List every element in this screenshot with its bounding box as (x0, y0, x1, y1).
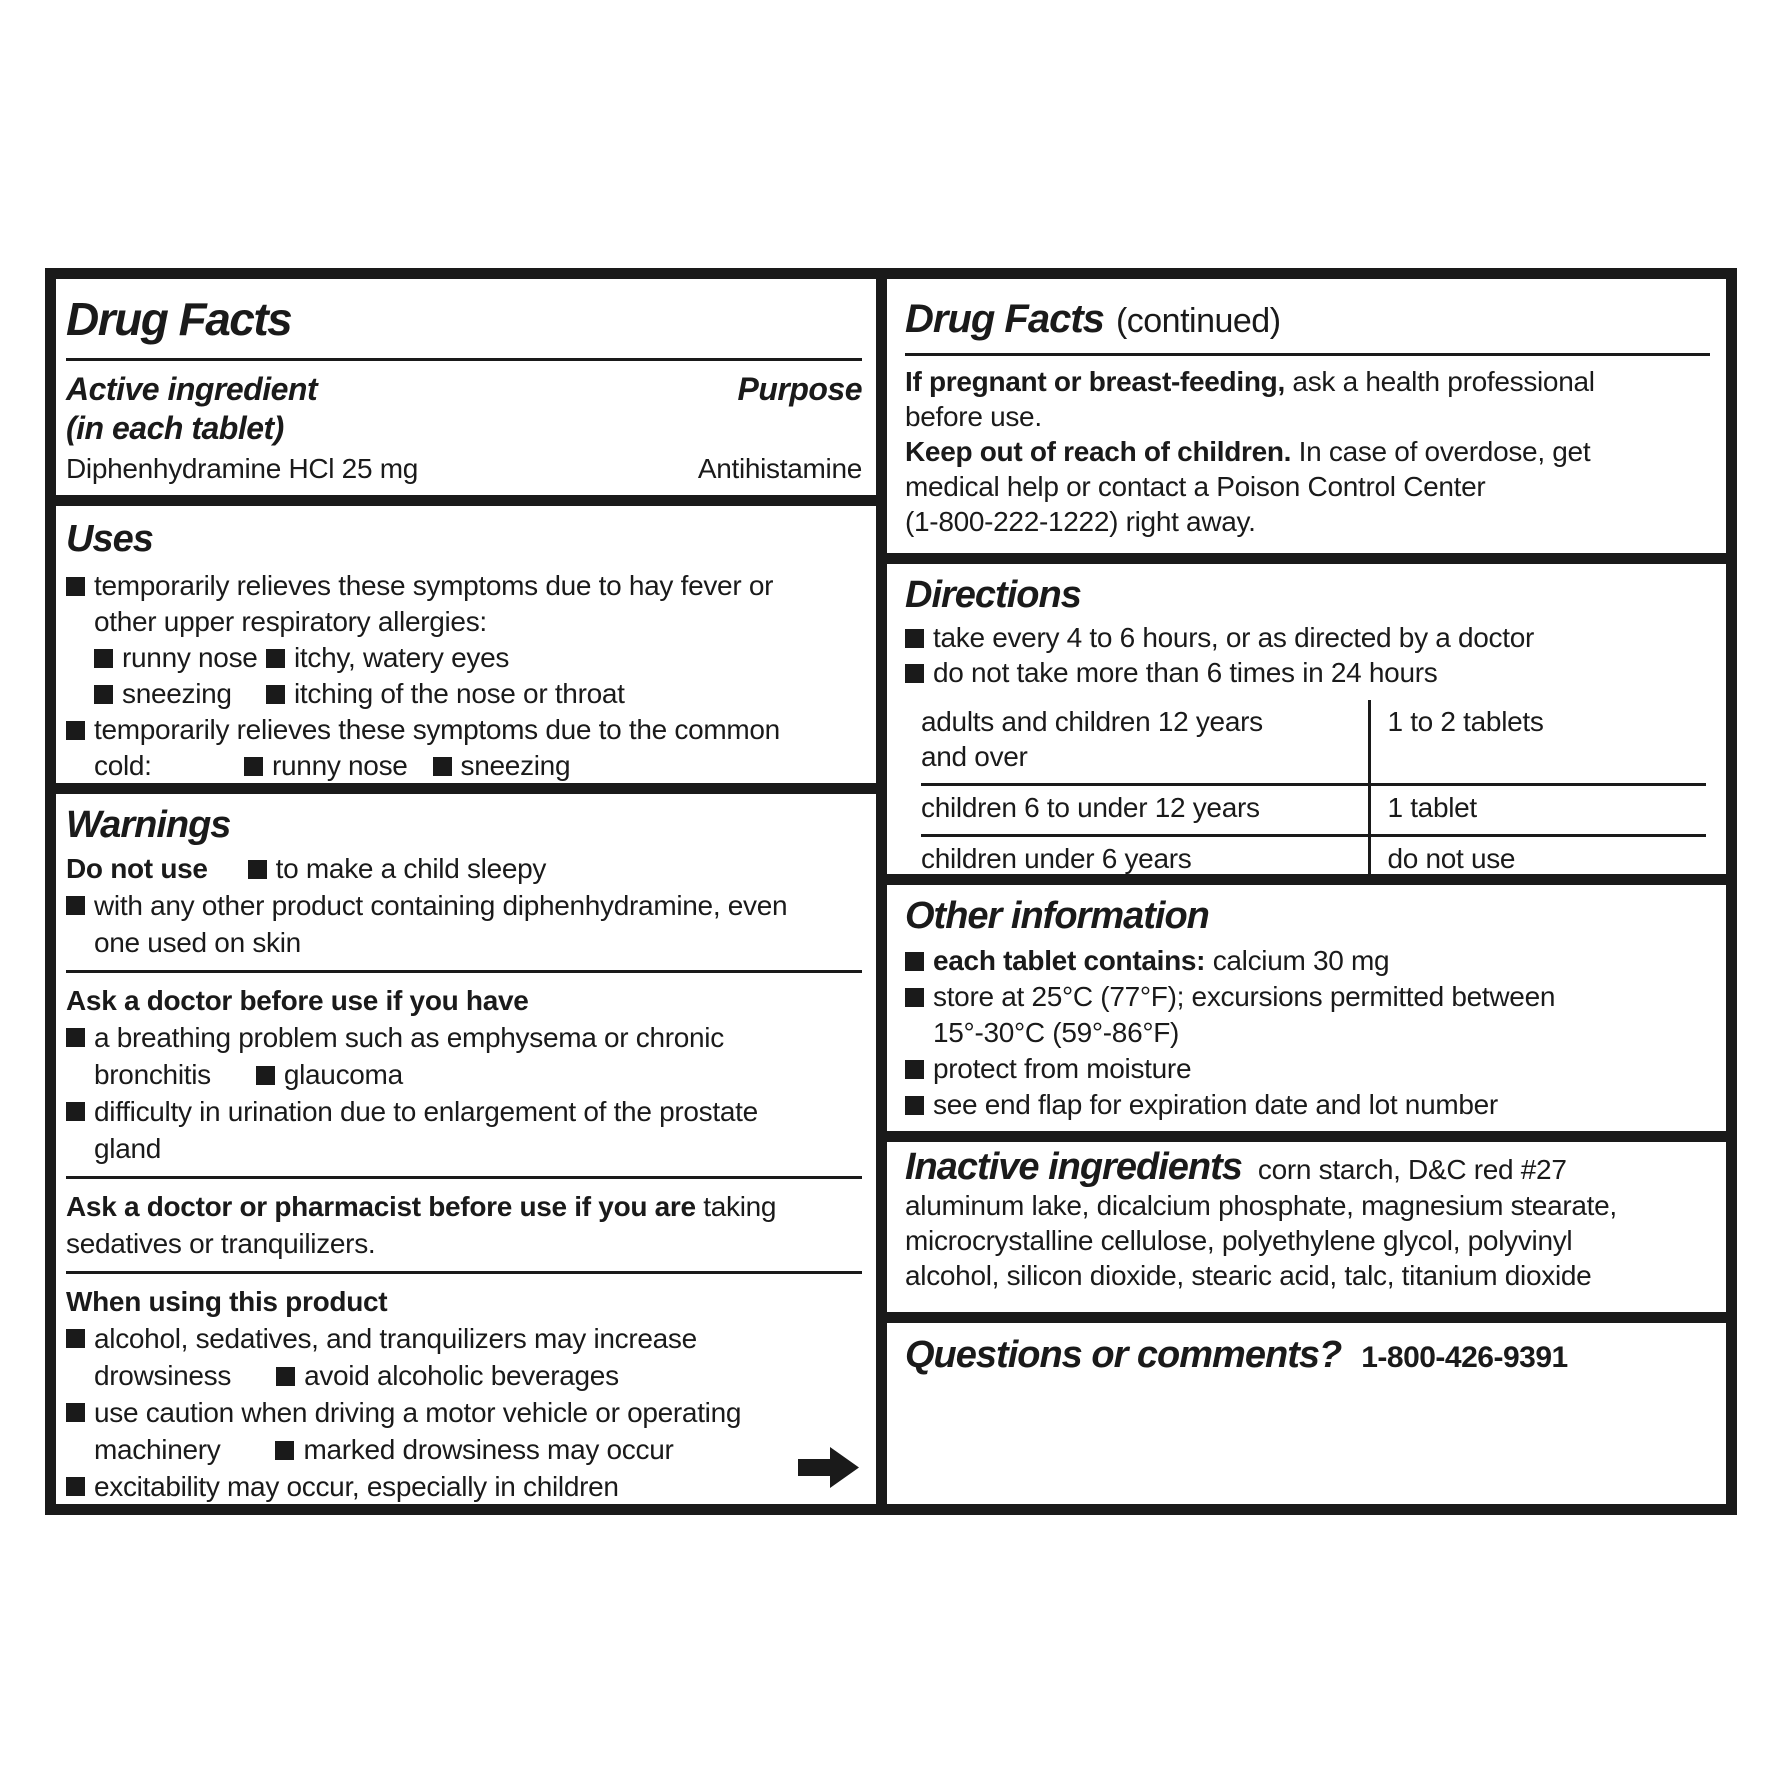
bullet-icon (94, 649, 113, 668)
other-b2-line2: 15°-30°C (59°-86°F) (933, 1017, 1180, 1048)
bullet-icon (905, 629, 924, 648)
column-divider (876, 279, 887, 1504)
section-divider (887, 553, 1726, 564)
uses-b1-line1: temporarily relieves these symptoms due to hay fever or (94, 570, 774, 601)
active-ingredient-headings (66, 370, 862, 448)
warnings-rule (66, 970, 862, 973)
ask-doctor-bullet-2 (66, 1093, 862, 1167)
other-b2-line1: store at 25°C (77°F); excursions permitted between (933, 981, 1556, 1012)
when-using-bullet-1 (66, 1320, 862, 1394)
when-using-b2-item2: marked drowsiness may occur (303, 1434, 674, 1465)
bullet-icon (905, 1096, 924, 1115)
section-other-information (887, 885, 1726, 1131)
when-using-b1-line1: alcohol, sedatives, and tranquilizers may increase (94, 1323, 697, 1354)
ask-doctor-b1-line2-text: bronchitis (94, 1059, 211, 1090)
purpose-value: Antihistamine (697, 453, 862, 484)
dosage-amount: 1 to 2 tablets (1368, 700, 1706, 783)
uses-sublist-row2 (94, 676, 862, 712)
warnings-rule (66, 1271, 862, 1274)
do-not-use-label: Do not use (66, 853, 208, 884)
directions-b1-text: take every 4 to 6 hours, or as directed by a doctor (933, 622, 1535, 653)
uses-sub-item: runny nose (122, 642, 258, 673)
ask-pharmacist-rest: taking (703, 1191, 777, 1222)
dosage-amount: 1 tablet (1368, 786, 1706, 834)
bullet-icon (266, 685, 285, 704)
page-title: Drug Facts (66, 293, 292, 345)
dosage-table (921, 700, 1706, 885)
inactive-line2: aluminum lake, dicalcium phosphate, magnesium stearate, (905, 1190, 1617, 1221)
bullet-icon (248, 860, 267, 879)
bullet-icon (94, 685, 113, 704)
when-using-b3-text: excitability may occur, especially in children (94, 1471, 619, 1502)
ask-doctor-b1-line2 (94, 1056, 862, 1093)
when-using-heading: When using this product (66, 1286, 388, 1317)
uses-bullet-2 (66, 712, 862, 784)
bullet-icon (433, 757, 452, 776)
other-b3-text: protect from moisture (933, 1053, 1192, 1084)
when-using-bullet-3 (66, 1468, 862, 1505)
uses-bullet-1 (66, 568, 862, 712)
section-divider (56, 495, 876, 506)
bullet-icon (905, 664, 924, 683)
section-title-active-ingredient (56, 279, 876, 495)
children-bold: Keep out of reach of children. (905, 436, 1292, 467)
children-rest: In case of overdose, get (1298, 436, 1591, 467)
dosage-who-line2: and over (921, 741, 1028, 772)
bullet-icon (66, 1329, 85, 1348)
bullet-icon (276, 1367, 295, 1386)
when-using-b1-item2: avoid alcoholic beverages (304, 1360, 619, 1391)
section-uses (56, 506, 876, 783)
children-warning (905, 434, 1710, 539)
when-using-b2-line2 (94, 1431, 862, 1468)
other-b1-rest: calcium 30 mg (1212, 945, 1390, 976)
directions-heading: Directions (905, 574, 1081, 616)
other-info-heading: Other information (905, 895, 1209, 937)
pregnancy-warning (905, 364, 1710, 434)
bullet-icon (244, 757, 263, 776)
directions-bullet-2 (905, 655, 1710, 690)
bullet-icon (905, 952, 924, 971)
dosage-who: children under 6 years (921, 843, 1192, 874)
other-info-bullet-1 (905, 943, 1710, 979)
when-using-b2-line2-text: machinery (94, 1434, 221, 1465)
active-ingredient-heading (66, 370, 317, 448)
section-divider (887, 1312, 1726, 1323)
dosage-who: adults and children 12 years (921, 706, 1263, 737)
left-column (56, 279, 876, 1504)
active-ingredient-heading-line1: Active ingredient (66, 371, 318, 407)
ask-doctor-b2-line1: difficulty in urination due to enlargement of the prostate (94, 1096, 758, 1127)
drug-facts-label (45, 268, 1737, 1515)
bullet-icon (66, 896, 85, 915)
bullet-icon (66, 1028, 85, 1047)
children-line2: medical help or contact a Poison Control Center (905, 471, 1486, 502)
active-ingredient-heading-line2: (in each tablet) (66, 410, 284, 446)
uses-b2-item1: runny nose (272, 750, 408, 781)
inactive-line1: corn starch, D&C red #27 (1257, 1154, 1567, 1185)
bullet-icon (256, 1066, 275, 1085)
right-column (887, 279, 1726, 1504)
section-inactive-ingredients (887, 1142, 1726, 1312)
pregnancy-rest: ask a health professional (1292, 366, 1595, 397)
ask-doctor-bullet-1 (66, 1019, 862, 1093)
uses-b2-line1: temporarily relieves these symptoms due to the common (94, 714, 780, 745)
other-b1-bold: each tablet contains: (933, 945, 1206, 976)
pregnancy-line2: before use. (905, 401, 1042, 432)
pregnancy-bold: If pregnant or breast-feeding, (905, 366, 1285, 397)
bullet-icon (66, 1403, 85, 1422)
bullet-icon (66, 1102, 85, 1121)
other-b4-text: see end flap for expiration date and lot number (933, 1089, 1498, 1120)
dosage-row (921, 700, 1706, 783)
section-questions (887, 1323, 1726, 1504)
section-divider (887, 1131, 1726, 1142)
inactive-line4: alcohol, silicon dioxide, stearic acid, talc, titanium dioxide (905, 1260, 1592, 1291)
uses-sub-item: itchy, watery eyes (294, 642, 510, 673)
section-divider (56, 783, 876, 794)
uses-b1-line2: other upper respiratory allergies: (94, 606, 487, 637)
directions-b2-text: do not take more than 6 times in 24 hours (933, 657, 1438, 688)
warnings-bullet-1 (66, 887, 862, 961)
uses-sub-item: sneezing (122, 678, 232, 709)
ask-doctor-b1-item2: glaucoma (283, 1059, 403, 1090)
uses-sublist-row1 (94, 640, 862, 676)
when-using-b1-line2-text: drowsiness (94, 1360, 232, 1391)
ask-doctor-heading: Ask a doctor before use if you have (66, 985, 529, 1016)
uses-b2-line2 (94, 748, 862, 784)
when-using-b2-line1: use caution when driving a motor vehicle or operating (94, 1397, 742, 1428)
warnings-b1-line1: with any other product containing diphenhydramine, even (94, 890, 788, 921)
do-not-use-item: to make a child sleepy (275, 853, 547, 884)
section-warnings (56, 794, 876, 1513)
uses-b2-item2: sneezing (460, 750, 571, 781)
bullet-icon (275, 1441, 294, 1460)
bullet-icon (905, 1060, 924, 1079)
do-not-use-line (66, 850, 862, 887)
ask-pharmacist-line2: sedatives or tranquilizers. (66, 1228, 376, 1259)
other-info-bullet-2 (905, 979, 1710, 1051)
bullet-icon (66, 1477, 85, 1496)
continued-title-row (905, 295, 1710, 343)
ask-pharmacist-bold: Ask a doctor or pharmacist before use if you are (66, 1191, 696, 1222)
warnings-heading: Warnings (66, 804, 231, 846)
ingredient-name: Diphenhydramine HCl 25 mg (66, 453, 419, 484)
bullet-icon (66, 577, 85, 596)
inactive-heading: Inactive ingredients (905, 1146, 1242, 1188)
when-using-bullet-2 (66, 1394, 862, 1468)
uses-heading: Uses (66, 518, 153, 560)
dosage-row (921, 783, 1706, 834)
uses-sub-item: itching of the nose or throat (294, 678, 625, 709)
title-rule (66, 358, 862, 361)
section-divider (887, 874, 1726, 885)
warnings-b1-line2: one used on skin (94, 927, 301, 958)
continued-title-suffix: (continued) (1115, 302, 1281, 340)
bullet-icon (266, 649, 285, 668)
children-line3: (1-800-222-1222) right away. (905, 506, 1256, 537)
warnings-rule (66, 1176, 862, 1179)
dosage-who: children 6 to under 12 years (921, 792, 1260, 823)
continued-title: Drug Facts (905, 297, 1104, 341)
ask-doctor-b2-line2: gland (94, 1133, 162, 1164)
active-ingredient-values (66, 451, 862, 487)
other-info-bullet-3 (905, 1051, 1710, 1087)
uses-b2-label: cold: (94, 750, 152, 781)
ask-pharmacist-para (66, 1188, 862, 1262)
continued-title-rule (905, 353, 1710, 356)
section-directions (887, 564, 1726, 874)
other-info-bullet-4 (905, 1087, 1710, 1123)
bullet-icon (905, 988, 924, 1007)
directions-bullet-1 (905, 620, 1710, 655)
dosage-amount: do not use (1368, 837, 1706, 885)
questions-phone: 1-800-426-9391 (1361, 1341, 1568, 1374)
bullet-icon (66, 721, 85, 740)
purpose-heading: Purpose (737, 371, 862, 407)
continued-arrow-icon (798, 1444, 860, 1491)
inactive-line3: microcrystalline cellulose, polyethylene glycol, polyvinyl (905, 1225, 1573, 1256)
when-using-b1-line2 (94, 1357, 862, 1394)
section-continued-header (887, 279, 1726, 553)
questions-heading: Questions or comments? (905, 1334, 1342, 1376)
ask-doctor-b1-line1: a breathing problem such as emphysema or chronic (94, 1022, 724, 1053)
